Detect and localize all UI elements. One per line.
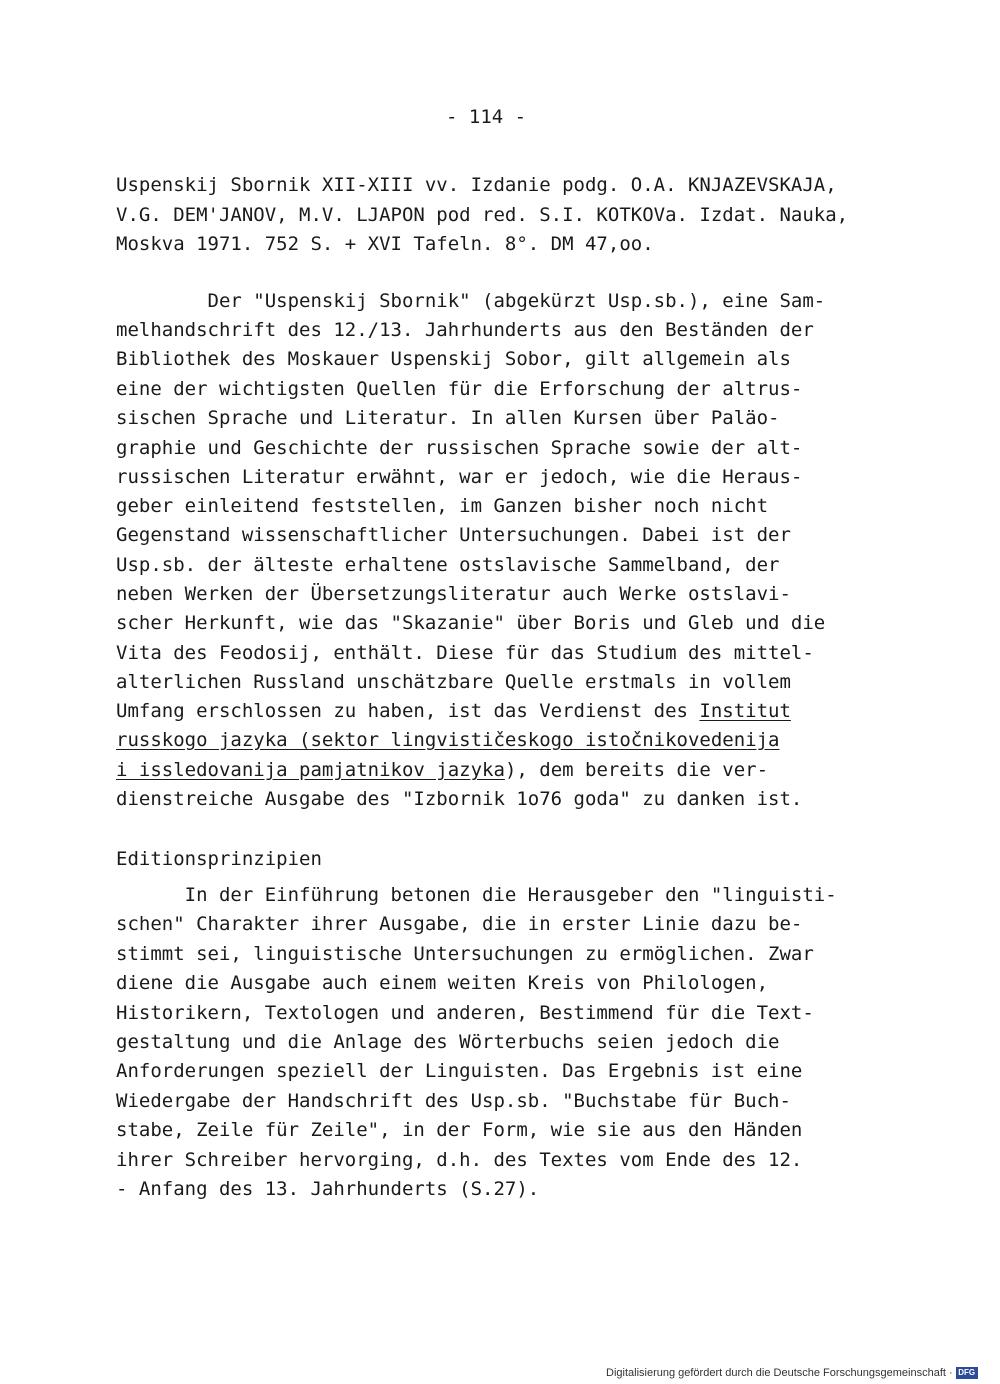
body-line: neben Werken der Übersetzungsliteratur auch Werke ostslavi- [116,583,791,605]
body-line: Vita des Feodosij, enthält. Diese für das Studium des mittel- [116,642,814,664]
citation-line: Moskva 1971. 752 S. + XVI Tafeln. 8°. DM 47,oo. [116,233,654,255]
body-line: scher Herkunft, wie das "Skazanie" über Boris und Gleb und die [116,612,826,634]
body-line: stimmt sei, linguistische Untersuchungen zu ermöglichen. Zwar [116,943,814,965]
body-line: Bibliothek des Moskauer Uspenskij Sobor, gilt allgemein als [116,348,791,370]
dfg-logo: DFG [956,1367,978,1379]
body-line: Gegenstand wissenschaftlicher Untersuchungen. Dabei ist der [116,524,791,546]
citation-line: Uspenskij Sbornik XII-XIII vv. Izdanie podg. O.A. KNJAZEVSKAJA, [116,174,837,196]
institute-name-part: Institut [699,700,791,722]
body-line: schen" Charakter ihrer Ausgabe, die in erster Linie dazu be- [116,913,803,935]
digitization-footer [606,1365,978,1381]
body-line: eine der wichtigsten Quellen für die Erforschung der altrus- [116,378,803,400]
body-line: sischen Sprache und Literatur. In allen Kursen über Paläo- [116,407,780,429]
body-line: ihrer Schreiber hervorging, d.h. des Textes vom Ende des 12. [116,1149,803,1171]
body-line [116,728,779,752]
body-line: Der "Uspenskij Sbornik" (abgekürzt Usp.sb.), eine Sam- [116,290,826,312]
page-number: - 114 - [446,106,527,128]
body-line: geber einleitend feststellen, im Ganzen bisher noch nicht [116,495,769,517]
institute-name-part: russkogo jazyka (sektor lingvističeskogo istočnikovedenija [116,729,780,751]
body-line: Historikern, Textologen und anderen, Bestimmend für die Text- [116,1002,814,1024]
footer-text: Digitalisierung gefördert durch die Deutsche Forschungsgemeinschaft · [606,1367,953,1379]
body-line: - Anfang des 13. Jahrhunderts (S.27). [116,1178,540,1200]
citation-line: V.G. DEM'JANOV, M.V. LJAPON pod red. S.I. KOTKOVa. Izdat. Nauka, [116,204,849,226]
institute-name-part: i issledovanija pamjatnikov jazyka [116,759,505,781]
body-line: melhandschrift des 12./13. Jahrhunderts aus den Beständen der [116,319,814,341]
body-line: gestaltung und die Anlage des Wörterbuchs seien jedoch die [116,1031,780,1053]
body-line [116,699,791,723]
body-line [116,758,768,782]
body-line: stabe, Zeile für Zeile", in der Form, wie sie aus den Händen [116,1119,803,1141]
body-text: Umfang erschlossen zu haben, ist das Verdienst des [116,700,700,722]
body-line: dienstreiche Ausgabe des "Izbornik 1o76 goda" zu danken ist. [116,788,803,810]
body-line: In der Einführung betonen die Herausgeber den "linguisti- [116,884,837,906]
body-line: alterlichen Russland unschätzbare Quelle erstmals in vollem [116,671,791,693]
body-line: Wiedergabe der Handschrift des Usp.sb. "Buchstabe für Buch- [116,1090,791,1112]
body-text: ), dem bereits die ver- [504,759,769,781]
body-line: russischen Literatur erwähnt, war er jedoch, wie die Heraus- [116,466,803,488]
body-line: graphie und Geschichte der russischen Sprache sowie der alt- [116,437,803,459]
body-line: diene die Ausgabe auch einem weiten Kreis von Philologen, [116,972,769,994]
body-line: Anforderungen speziell der Linguisten. Das Ergebnis ist eine [116,1060,803,1082]
body-line: Usp.sb. der älteste erhaltene ostslavische Sammelband, der [116,554,780,576]
section-heading: Editionsprinzipien [116,848,322,870]
